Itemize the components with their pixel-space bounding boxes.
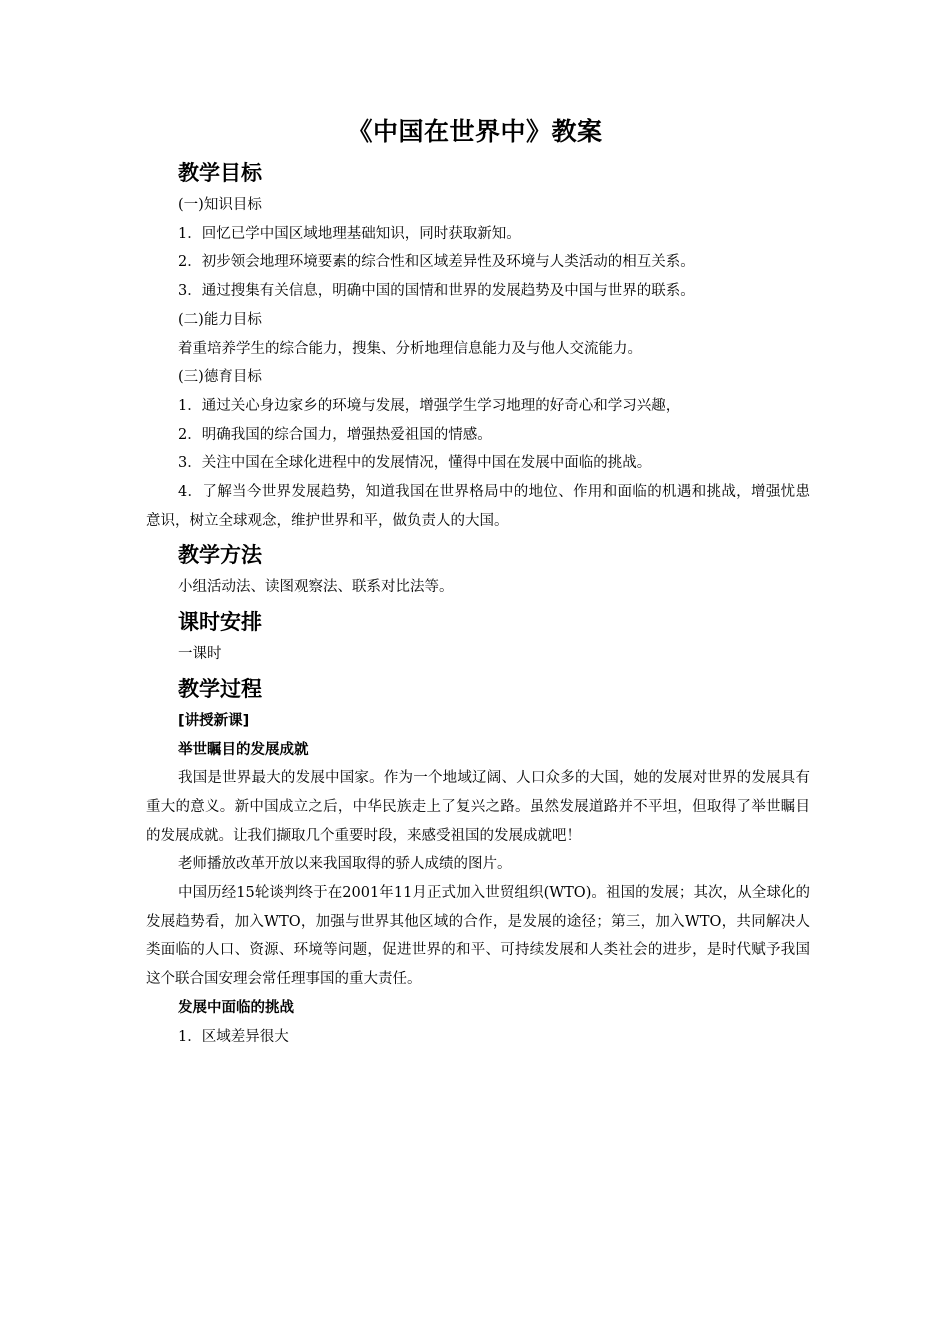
moral-item-4: 4．了解当今世界发展趋势，知道我国在世界格局中的地位、作用和面临的机遇和挑战，增强忧患意识，树立全球观念，维护世界和平，做负责人的大国。 [146,484,810,529]
achievements-heading: 举世瞩目的发展成就 [178,741,309,758]
achievements-paragraph-1: 我国是世界最大的发展中国家。作为一个地域辽阔、人口众多的大国，她的发展对世界的发展具有重大的意义。新中国成立之后，中华民族走上了复兴之路。虽然发展道路并不平坦，但取得了举世瞩目的发展成就。让我们撷取几个重要时段，来感受祖国的发展成就吧！ [146,770,810,844]
challenges-heading: 发展中面临的挑战 [178,999,294,1016]
moral-item-3: 3．关注中国在全球化进程中的发展情况，懂得中国在发展中面临的挑战。 [178,455,652,472]
schedule-text: 一课时 [178,646,222,663]
knowledge-item-3: 3．通过搜集有关信息，明确中国的国情和世界的发展趋势及中国与世界的联系。 [178,283,695,300]
challenge-item-1: 1．区域差异很大 [178,1028,289,1045]
knowledge-item-1: 1．回忆已学中国区域地理基础知识，同时获取新知。 [178,225,521,242]
methods-text: 小组活动法、读图观察法、联系对比法等。 [178,579,454,596]
document-title: 《中国在世界中》教案 [347,117,603,146]
schedule-heading: 课时安排 [178,610,262,635]
moral-objectives-label: (三)德育目标 [178,369,262,386]
new-lesson-label: [讲授新课] [178,712,250,729]
document-body [146,155,810,1051]
moral-item-1: 1．通过关心身边家乡的环境与发展，增强学生学习地理的好奇心和学习兴趣， [178,397,681,414]
moral-item-2: 2．明确我国的综合国力，增强热爱祖国的情感。 [178,426,492,443]
process-heading: 教学过程 [178,676,262,701]
objectives-heading: 教学目标 [178,161,262,185]
achievements-paragraph-3: 中国历经15轮谈判终于在2001年11月正式加入世贸组织(WTO)。祖国的发展；其次，从全球化的发展趋势看，加入WTO，加强与世界其他区域的合作，是发展的途径；第三，加入WTO，共同解决人类面临的人口、资源、环境等问题，促进世界的和平、可持续发展和人类社会的进步，是时代赋予我国这个联合国安理会常任理事国的重大责任。 [146,885,810,988]
achievements-paragraph-2: 老师播放改革开放以来我国取得的骄人成绩的图片。 [178,856,512,873]
ability-objectives-text: 着重培养学生的综合能力，搜集、分析地理信息能力及与他人交流能力。 [178,340,642,357]
knowledge-item-2: 2．初步领会地理环境要素的综合性和区域差异性及环境与人类活动的相互关系。 [178,254,695,271]
knowledge-objectives-label: (一)知识目标 [178,197,262,213]
ability-objectives-label: (二)能力目标 [178,311,262,328]
methods-heading: 教学方法 [178,543,262,568]
